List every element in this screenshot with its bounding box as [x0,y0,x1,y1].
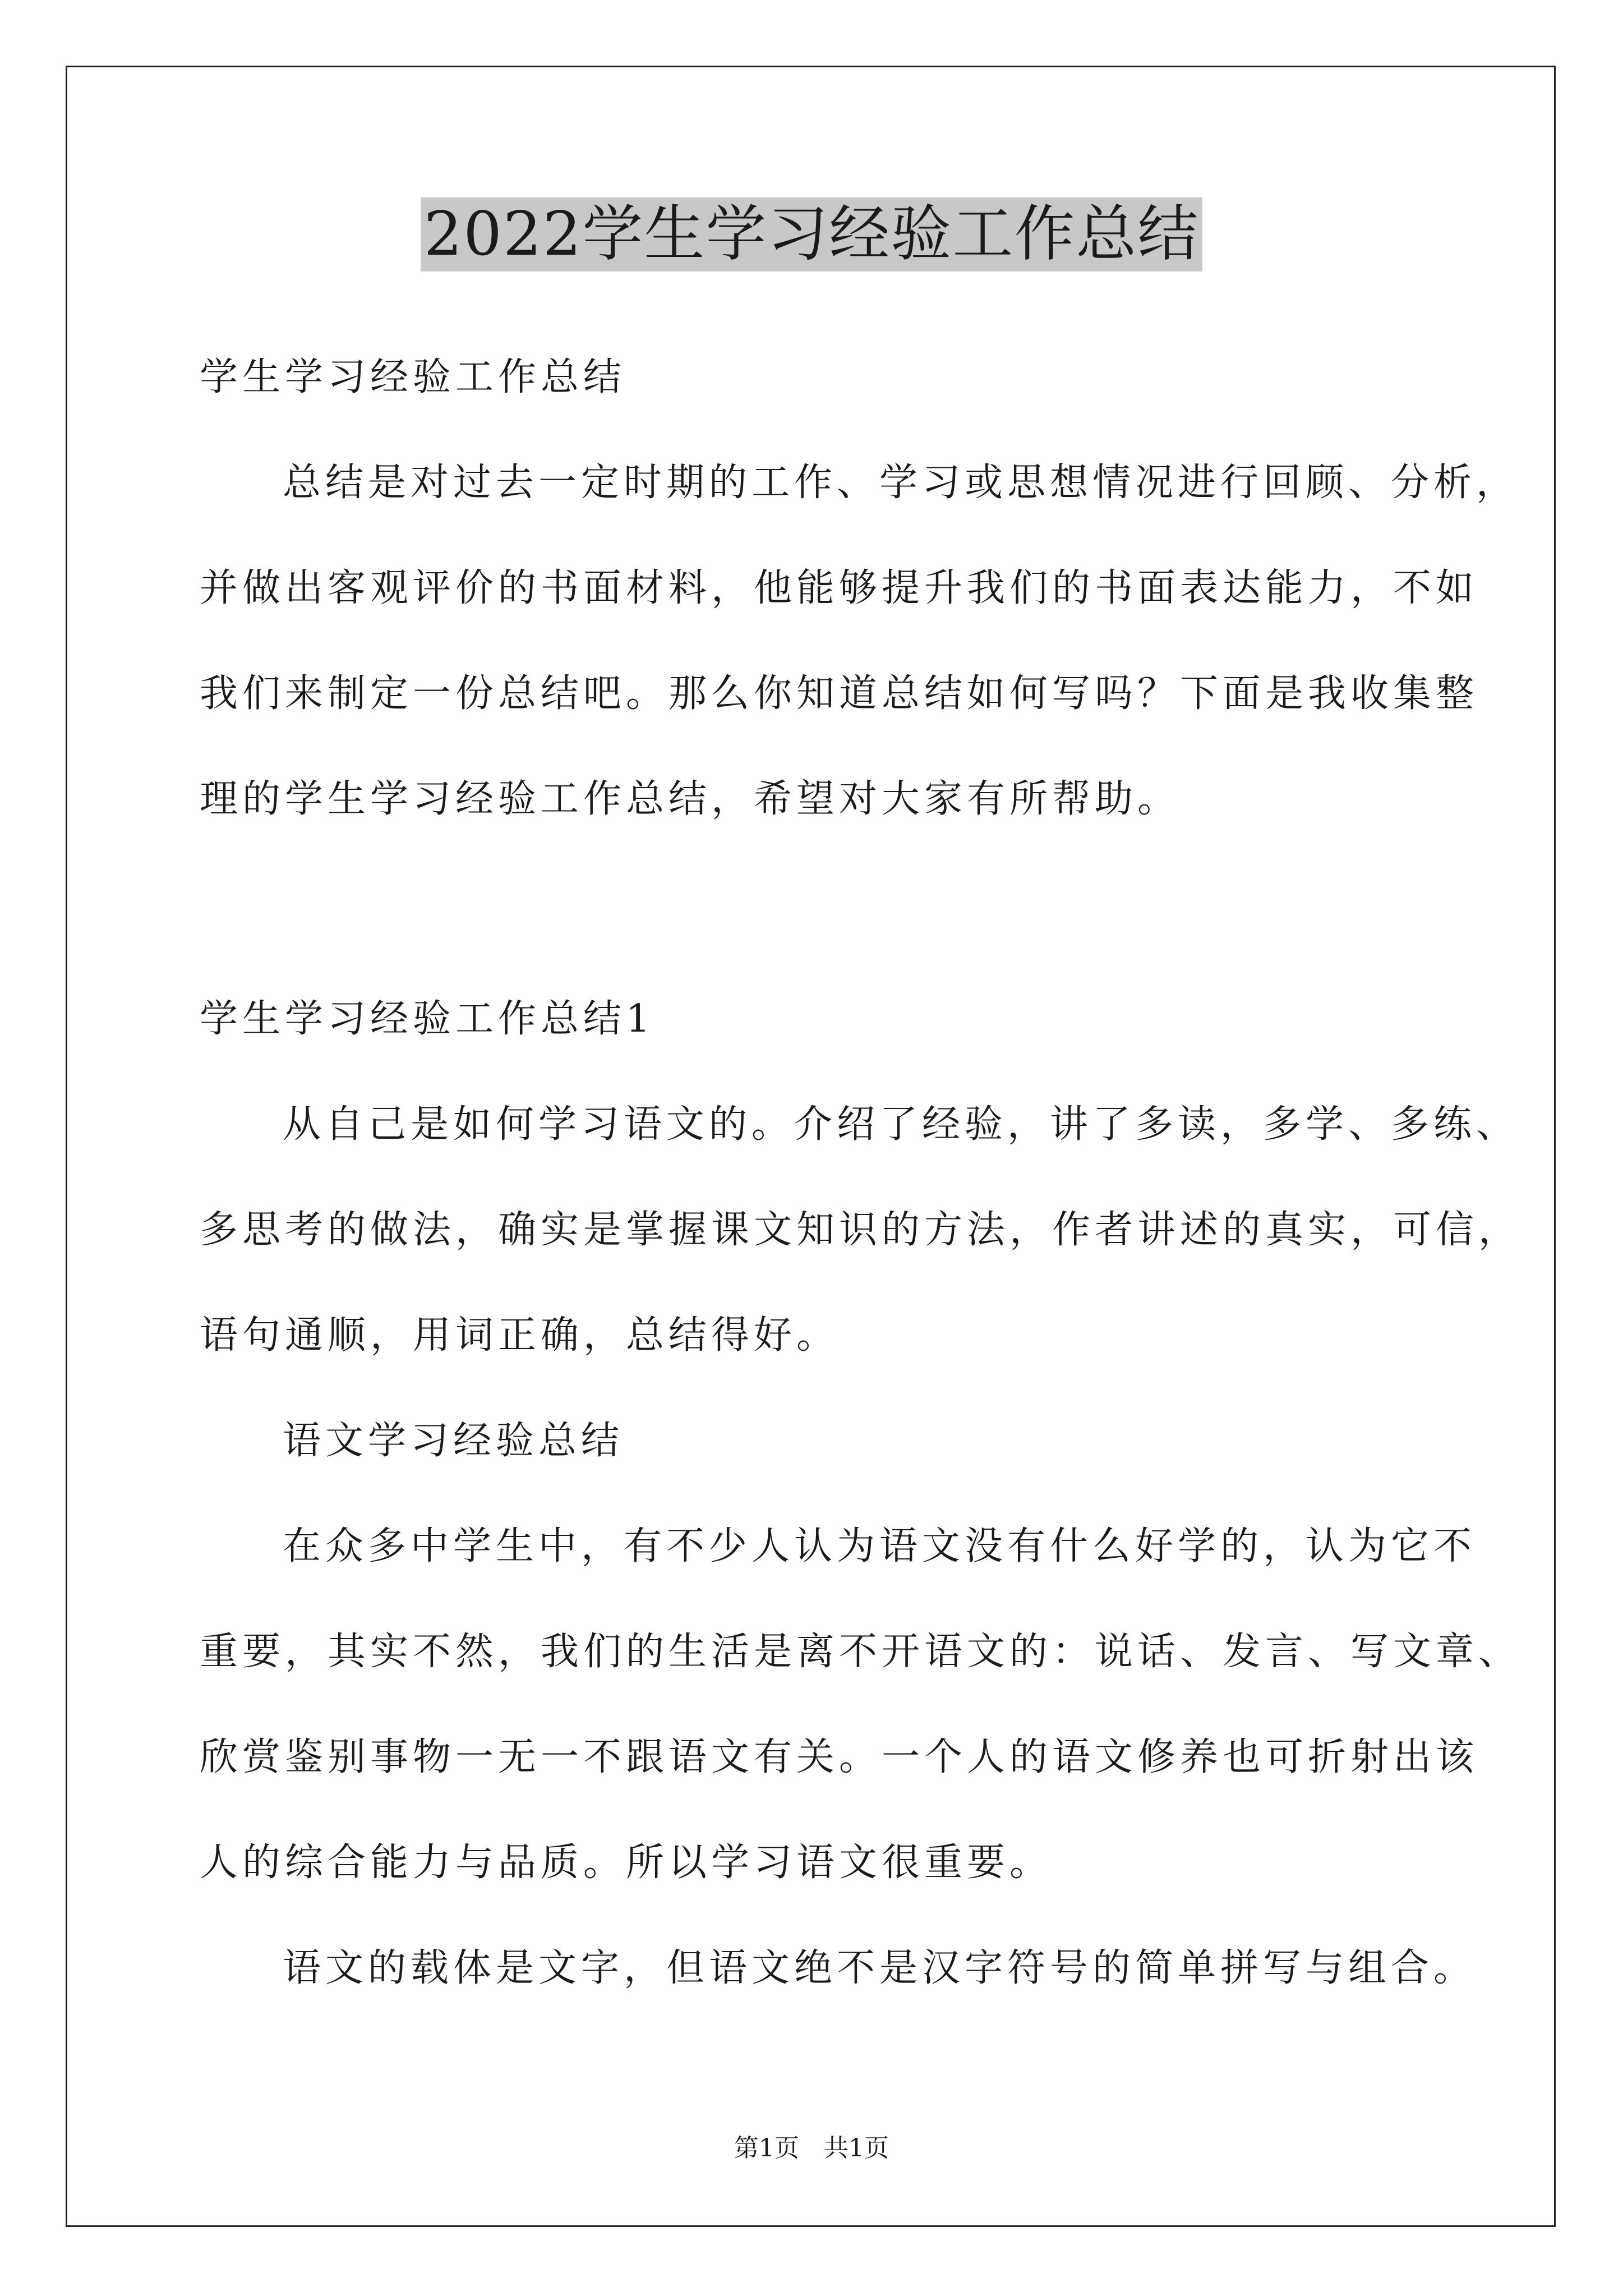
para3-line-1: 语文的载体是文字，但语文绝不是汉字符号的简单拼写与组合。 [283,1946,1477,1990]
para1-line-1: 从自己是如何学习语文的。介绍了经验，讲了多读，多学、多练、 [283,1102,1519,1147]
para2-line-1: 在众多中学生中，有不少人认为语文没有什么好学的，认为它不 [283,1524,1477,1568]
para1-line-3: 语句通顺，用词正确，总结得好。 [200,1313,840,1358]
sub-heading: 语文学习经验总结 [283,1419,624,1463]
subtitle: 学生学习经验工作总结 [200,355,626,399]
section-heading: 学生学习经验工作总结1 [200,997,655,1041]
document-title: 2022学生学习经验工作总结 [421,197,1203,272]
page-footer: 第1页 共1页 [734,2134,889,2162]
intro-line-4: 理的学生学习经验工作总结，希望对大家有所帮助。 [200,777,1181,821]
intro-line-3: 我们来制定一份总结吧。那么你知道总结如何写吗？下面是我收集整 [200,671,1479,716]
intro-line-1: 总结是对过去一定时期的工作、学习或思想情况进行回顾、分析， [283,461,1519,505]
para2-line-3: 欣赏鉴别事物一无一不跟语文有关。一个人的语文修养也可折射出该 [200,1735,1479,1779]
para2-line-2: 重要，其实不然，我们的生活是离不开语文的：说话、发言、写文章、 [200,1630,1521,1674]
para1-line-2: 多思考的做法，确实是掌握课文知识的方法，作者讲述的真实，可信， [200,1208,1521,1252]
intro-line-2: 并做出客观评价的书面材料，他能够提升我们的书面表达能力，不如 [200,566,1479,610]
title-container [0,197,1623,272]
para2-line-4: 人的综合能力与品质。所以学习语文很重要。 [200,1841,1053,1885]
